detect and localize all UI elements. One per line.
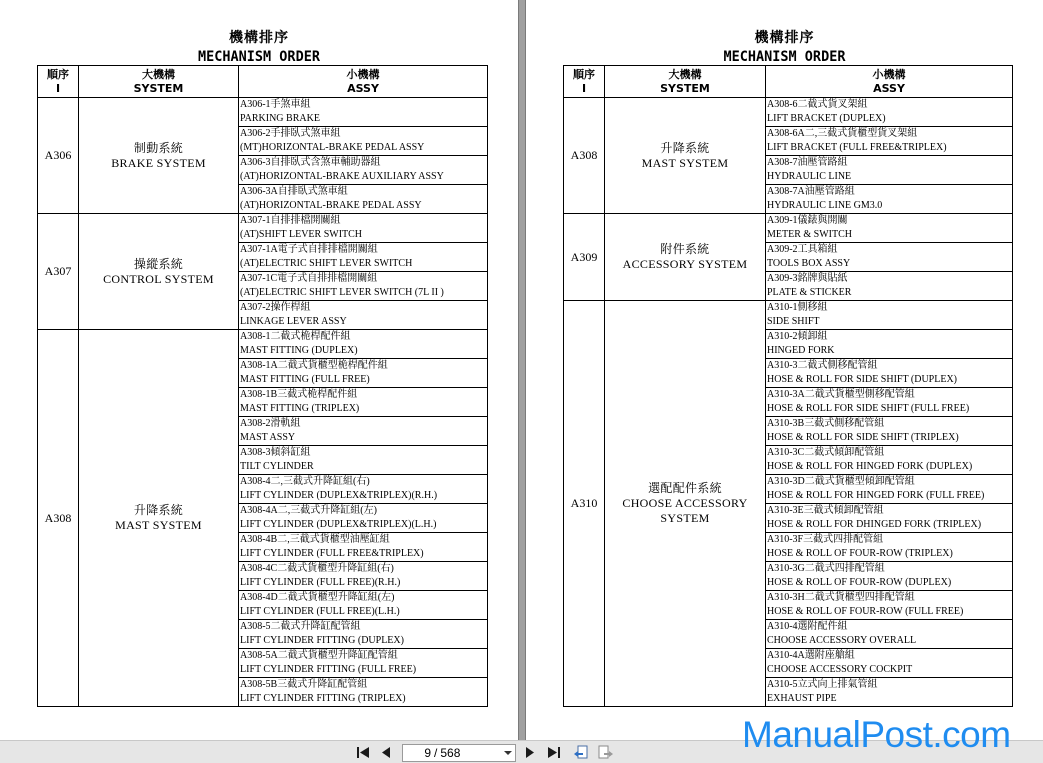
system-name-en: ACCESSORY SYSTEM [622,257,748,271]
assy-item [766,359,1013,388]
assy-item [239,272,488,301]
assy-item-zh: A310-3G二截式四排配管組 [767,563,885,574]
table-header [38,66,488,98]
table-header [564,66,1013,98]
assy-item-en: HOSE & ROLL FOR SIDE SHIFT (FULL FREE) [767,402,970,414]
assy-item [766,533,1013,562]
system-name-zh: 制動系統 [133,140,184,155]
assy-item-zh: A308-5二截式升降缸配管組 [240,621,361,632]
assy-item-en: HOSE & ROLL OF FOUR-ROW (DUPLEX) [767,576,952,588]
header-order-en: I [55,81,61,95]
header-row [564,66,1013,98]
assy-item [239,446,488,475]
assy-item-en: HOSE & ROLL OF FOUR-ROW (FULL FREE) [767,605,964,617]
assy-item [766,678,1013,707]
first-page-icon [356,746,370,759]
assy-item-en: EXHAUST PIPE [767,692,837,704]
assy-item [239,678,488,707]
assy-item-en: LINKAGE LEVER ASSY [240,315,347,327]
assy-item [239,504,488,533]
assy-item-en: TILT CYLINDER [240,460,314,472]
assy-item [766,649,1013,678]
assy-item-en: LIFT BRACKET (DUPLEX) [767,112,886,124]
assy-item-zh: A308-2滑軌組 [240,418,301,429]
assy-item-en: (MT)HORIZONTAL-BRAKE PEDAL ASSY [240,141,425,153]
system-name-zh: 操縱系統 [133,256,184,271]
header-system-zh: 大機構 [142,67,175,81]
assy-item-en: (AT)HORIZONTAL-BRAKE PEDAL ASSY [240,199,422,211]
system-name-zh: 升降系統 [133,503,184,517]
assy-item [239,127,488,156]
header-assy-zh: 小機構 [346,67,380,81]
next-page-button[interactable] [522,744,538,761]
system-name [79,214,239,330]
assy-item-zh: A308-5B三截式升降缸配管組 [240,679,368,690]
system-name [605,98,766,214]
total-pages: 568 [440,746,461,760]
assy-item [766,620,1013,649]
assy-item [239,649,488,678]
assy-item [239,301,488,330]
table-row [38,98,488,127]
first-page-button[interactable] [354,744,372,761]
header-system [605,66,766,98]
header-order [38,66,79,98]
mechanism-table-right [563,65,1013,707]
assy-item [766,185,1013,214]
assy-item [239,156,488,185]
table-row [564,214,1013,243]
assy-item [766,98,1013,127]
table-body [38,98,488,707]
assy-item-en: LIFT BRACKET (FULL FREE&TRIPLEX) [767,141,947,153]
table-row [38,214,488,243]
assy-item [239,243,488,272]
assy-item [766,475,1013,504]
assy-item [239,185,488,214]
header-assy-en: ASSY [347,81,379,95]
assy-item [766,504,1013,533]
assy-item-zh: A310-5立式向上排氣管組 [767,679,878,690]
table-row [564,301,1013,330]
assy-item-zh: A307-2操作桿組 [240,302,311,313]
header-order-zh: 順序 [573,67,595,81]
system-name-zh: 選配配件系統 [648,481,722,495]
previous-view-icon [572,745,590,761]
assy-item-zh: A306-2手排臥式煞車組 [240,128,341,139]
assy-item-en: HOSE & ROLL FOR DHINGED FORK (TRIPLEX) [767,518,982,530]
chevron-down-icon[interactable] [504,750,512,756]
pdf-page-left [0,0,518,740]
table-row [38,330,488,359]
assy-item-zh: A306-3A自排臥式煞車組 [240,186,348,197]
assy-item-en: SIDE SHIFT [767,315,820,327]
system-name-en: MAST SYSTEM [641,155,729,170]
assy-item-zh: A310-3H二截式貨櫃型四排配管組 [767,592,915,603]
mechanism-code: A306 [38,98,79,214]
header-row [38,66,488,98]
header-system-en: SYSTEM [133,81,184,95]
mechanism-code: A308 [38,330,79,707]
system-name-zh: 升降系統 [660,140,710,155]
assy-item-en: METER & SWITCH [767,228,852,240]
assy-item-zh: A307-1C電子式自排排檔開關組 [240,273,378,284]
assy-item-en: LIFT CYLINDER FITTING (FULL FREE) [240,663,417,675]
assy-item [766,446,1013,475]
assy-item-zh: A309-1儀錶與開關 [767,215,848,226]
system-name-en: CHOOSE ACCESSORY [622,496,748,510]
mechanism-code: A309 [564,214,605,301]
system-name [79,330,239,707]
page-divider [518,0,519,740]
assy-item-zh: A307-1自排排檔開關組 [240,215,341,226]
assy-item [239,562,488,591]
assy-item [766,591,1013,620]
assy-item-zh: A310-3二截式側移配管組 [767,360,878,371]
assy-item-en: PLATE & STICKER [767,286,852,298]
assy-item-zh: A308-4A二,三截式升降缸組(左) [240,505,377,516]
header-system-en: SYSTEM [660,81,710,95]
assy-item [239,388,488,417]
assy-item-en: PARKING BRAKE [240,112,320,124]
assy-item [239,98,488,127]
header-assy-en: ASSY [873,81,905,95]
header-order-en: I [581,81,587,95]
assy-item-zh: A306-1手煞車組 [240,99,311,110]
header-system-zh: 大機構 [668,67,702,81]
assy-item-en: HOSE & ROLL FOR HINGED FORK (DUPLEX) [767,460,973,472]
assy-item-zh: A308-1B三截式桅桿配件組 [240,389,358,400]
assy-item-en: MAST FITTING (FULL FREE) [240,373,370,385]
assy-item [239,359,488,388]
assy-item-en: HOSE & ROLL FOR HINGED FORK (FULL FREE) [767,489,985,501]
assy-item-zh: A310-1側移組 [767,302,828,313]
system-name [79,98,239,214]
assy-item-zh: A310-2傾卸組 [767,331,828,342]
header-assy [239,66,488,98]
assy-item-zh: A308-6二截式貨叉架組 [767,99,868,110]
mechanism-table-left [37,65,488,707]
assy-item-zh: A310-3E三截式傾卸配管組 [767,505,884,516]
assy-item-zh: A310-3B三截式側移配管組 [767,418,885,429]
page-separator: / [434,746,438,760]
page-title-zh: 機構排序 [229,30,289,46]
page-title-en: MECHANISM ORDER [198,48,320,66]
assy-item-zh: A310-4A選附座艙組 [767,650,855,661]
assy-item [766,301,1013,330]
next-view-button[interactable] [596,744,616,761]
assy-item-en: MAST ASSY [240,431,296,443]
assy-item-en: HOSE & ROLL OF FOUR-ROW (TRIPLEX) [767,547,953,559]
pdf-page-right [526,0,1043,740]
assy-item-en: LIFT CYLINDER FITTING (DUPLEX) [240,634,404,646]
header-system [79,66,239,98]
assy-item-zh: A308-4D二截式貨櫃型升降缸組(左) [240,592,395,603]
assy-item [766,127,1013,156]
assy-item-zh: A306-3自排臥式含煞車輔助器組 [240,157,381,168]
last-page-button[interactable] [545,744,563,761]
assy-item [239,417,488,446]
page-number-field[interactable] [402,744,516,762]
assy-item-en: TOOLS BOX ASSY [767,257,851,269]
previous-view-button[interactable] [571,744,591,761]
assy-item-zh: A309-3銘牌與貼紙 [767,273,848,284]
assy-item-en: (AT)ELECTRIC SHIFT LEVER SWITCH (7L II ) [240,286,444,298]
last-page-icon [547,746,561,759]
previous-page-button[interactable] [378,744,394,761]
assy-item-en: MAST FITTING (TRIPLEX) [240,402,360,414]
watermark-text: ManualPost.com [742,714,1011,755]
header-assy-zh: 小機構 [872,67,906,81]
table-row [564,98,1013,127]
assy-item-en: (AT)ELECTRIC SHIFT LEVER SWITCH [240,257,413,269]
assy-item [766,243,1013,272]
assy-item [239,330,488,359]
assy-item-zh: A308-4C二截式貨櫃型升降缸組(右) [240,563,394,574]
assy-item [766,417,1013,446]
assy-item-zh: A308-6A二,三截式貨櫃型貨叉架組 [767,128,918,139]
assy-item-en: HOSE & ROLL FOR SIDE SHIFT (DUPLEX) [767,373,958,385]
system-name-en: MAST SYSTEM [115,518,202,532]
assy-item-en: LIFT CYLINDER (FULL FREE)(R.H.) [240,576,401,588]
assy-item [766,330,1013,359]
page-title-zh: 機構排序 [754,30,815,46]
assy-item-en: MAST FITTING (DUPLEX) [240,344,358,356]
assy-item [766,156,1013,185]
header-order [564,66,605,98]
assy-item [239,533,488,562]
assy-item [239,591,488,620]
assy-item-zh: A308-3傾斜缸組 [240,447,311,458]
assy-item-zh: A308-7油壓管路組 [767,157,848,168]
table-body [564,98,1013,707]
system-name-en: BRAKE SYSTEM [111,155,206,170]
assy-item-en: CHOOSE ACCESSORY OVERALL [767,634,917,646]
assy-item-en: HYDRAULIC LINE [767,170,852,182]
assy-item-zh: A308-4B二,三截式貨櫃型油壓缸組 [240,534,390,545]
assy-item-en: HYDRAULIC LINE GM3.0 [767,199,883,211]
assy-item-en: LIFT CYLINDER (FULL FREE)(L.H.) [240,605,400,617]
system-name-zh: 附件系統 [660,242,710,256]
next-view-icon [597,745,615,761]
assy-item-zh: A310-4選附配件組 [767,621,848,632]
assy-item-zh: A310-3F三截式四排配管組 [767,534,884,545]
header-order-zh: 順序 [47,67,69,81]
assy-item-zh: A310-3D二截式貨櫃型傾卸配管組 [767,476,915,487]
assy-item-zh: A307-1A電子式自排排檔開關組 [240,244,378,255]
assy-item-zh: A308-7A油壓管路組 [767,186,855,197]
mechanism-code: A310 [564,301,605,707]
mechanism-code: A308 [564,98,605,214]
system-name [605,301,766,707]
page-title-en: MECHANISM ORDER [723,48,846,66]
current-page-input[interactable] [403,746,431,760]
next-page-icon [525,746,535,759]
system-name-en: CONTROL SYSTEM [103,271,214,286]
assy-item [766,562,1013,591]
assy-item-zh: A308-4二,三截式升降缸組(右) [240,476,370,487]
assy-item-zh: A308-5A二截式貨櫃型升降缸配管組 [240,650,398,661]
assy-item-zh: A308-1二截式桅桿配件組 [240,331,351,342]
previous-page-icon [381,746,391,759]
assy-item [239,620,488,649]
assy-item-en: LIFT CYLINDER (DUPLEX&TRIPLEX)(L.H.) [240,518,437,530]
system-name [605,214,766,301]
assy-item-zh: A309-2工具箱組 [767,244,838,255]
assy-item-en: LIFT CYLINDER FITTING (TRIPLEX) [240,692,406,704]
assy-item [239,214,488,243]
assy-item [766,388,1013,417]
header-assy [766,66,1013,98]
assy-item-en: (AT)SHIFT LEVER SWITCH [240,228,363,240]
assy-item [766,272,1013,301]
assy-item-en: HOSE & ROLL FOR SIDE SHIFT (TRIPLEX) [767,431,959,443]
system-name-en-line2: SYSTEM [660,511,710,525]
assy-item-en: LIFT CYLINDER (DUPLEX&TRIPLEX)(R.H.) [240,489,438,501]
mechanism-code: A307 [38,214,79,330]
assy-item-en: HINGED FORK [767,344,835,356]
assy-item [239,475,488,504]
assy-item-en: CHOOSE ACCESSORY COCKPIT [767,663,913,675]
assy-item-zh: A308-1A二截式貨櫃型桅桿配件組 [240,360,388,371]
assy-item-zh: A310-3C二截式傾卸配管組 [767,447,885,458]
assy-item-zh: A310-3A二截式貨櫃型側移配管組 [767,389,915,400]
assy-item [766,214,1013,243]
assy-item-en: LIFT CYLINDER (FULL FREE&TRIPLEX) [240,547,424,559]
assy-item-en: (AT)HORIZONTAL-BRAKE AUXILIARY ASSY [240,170,444,182]
